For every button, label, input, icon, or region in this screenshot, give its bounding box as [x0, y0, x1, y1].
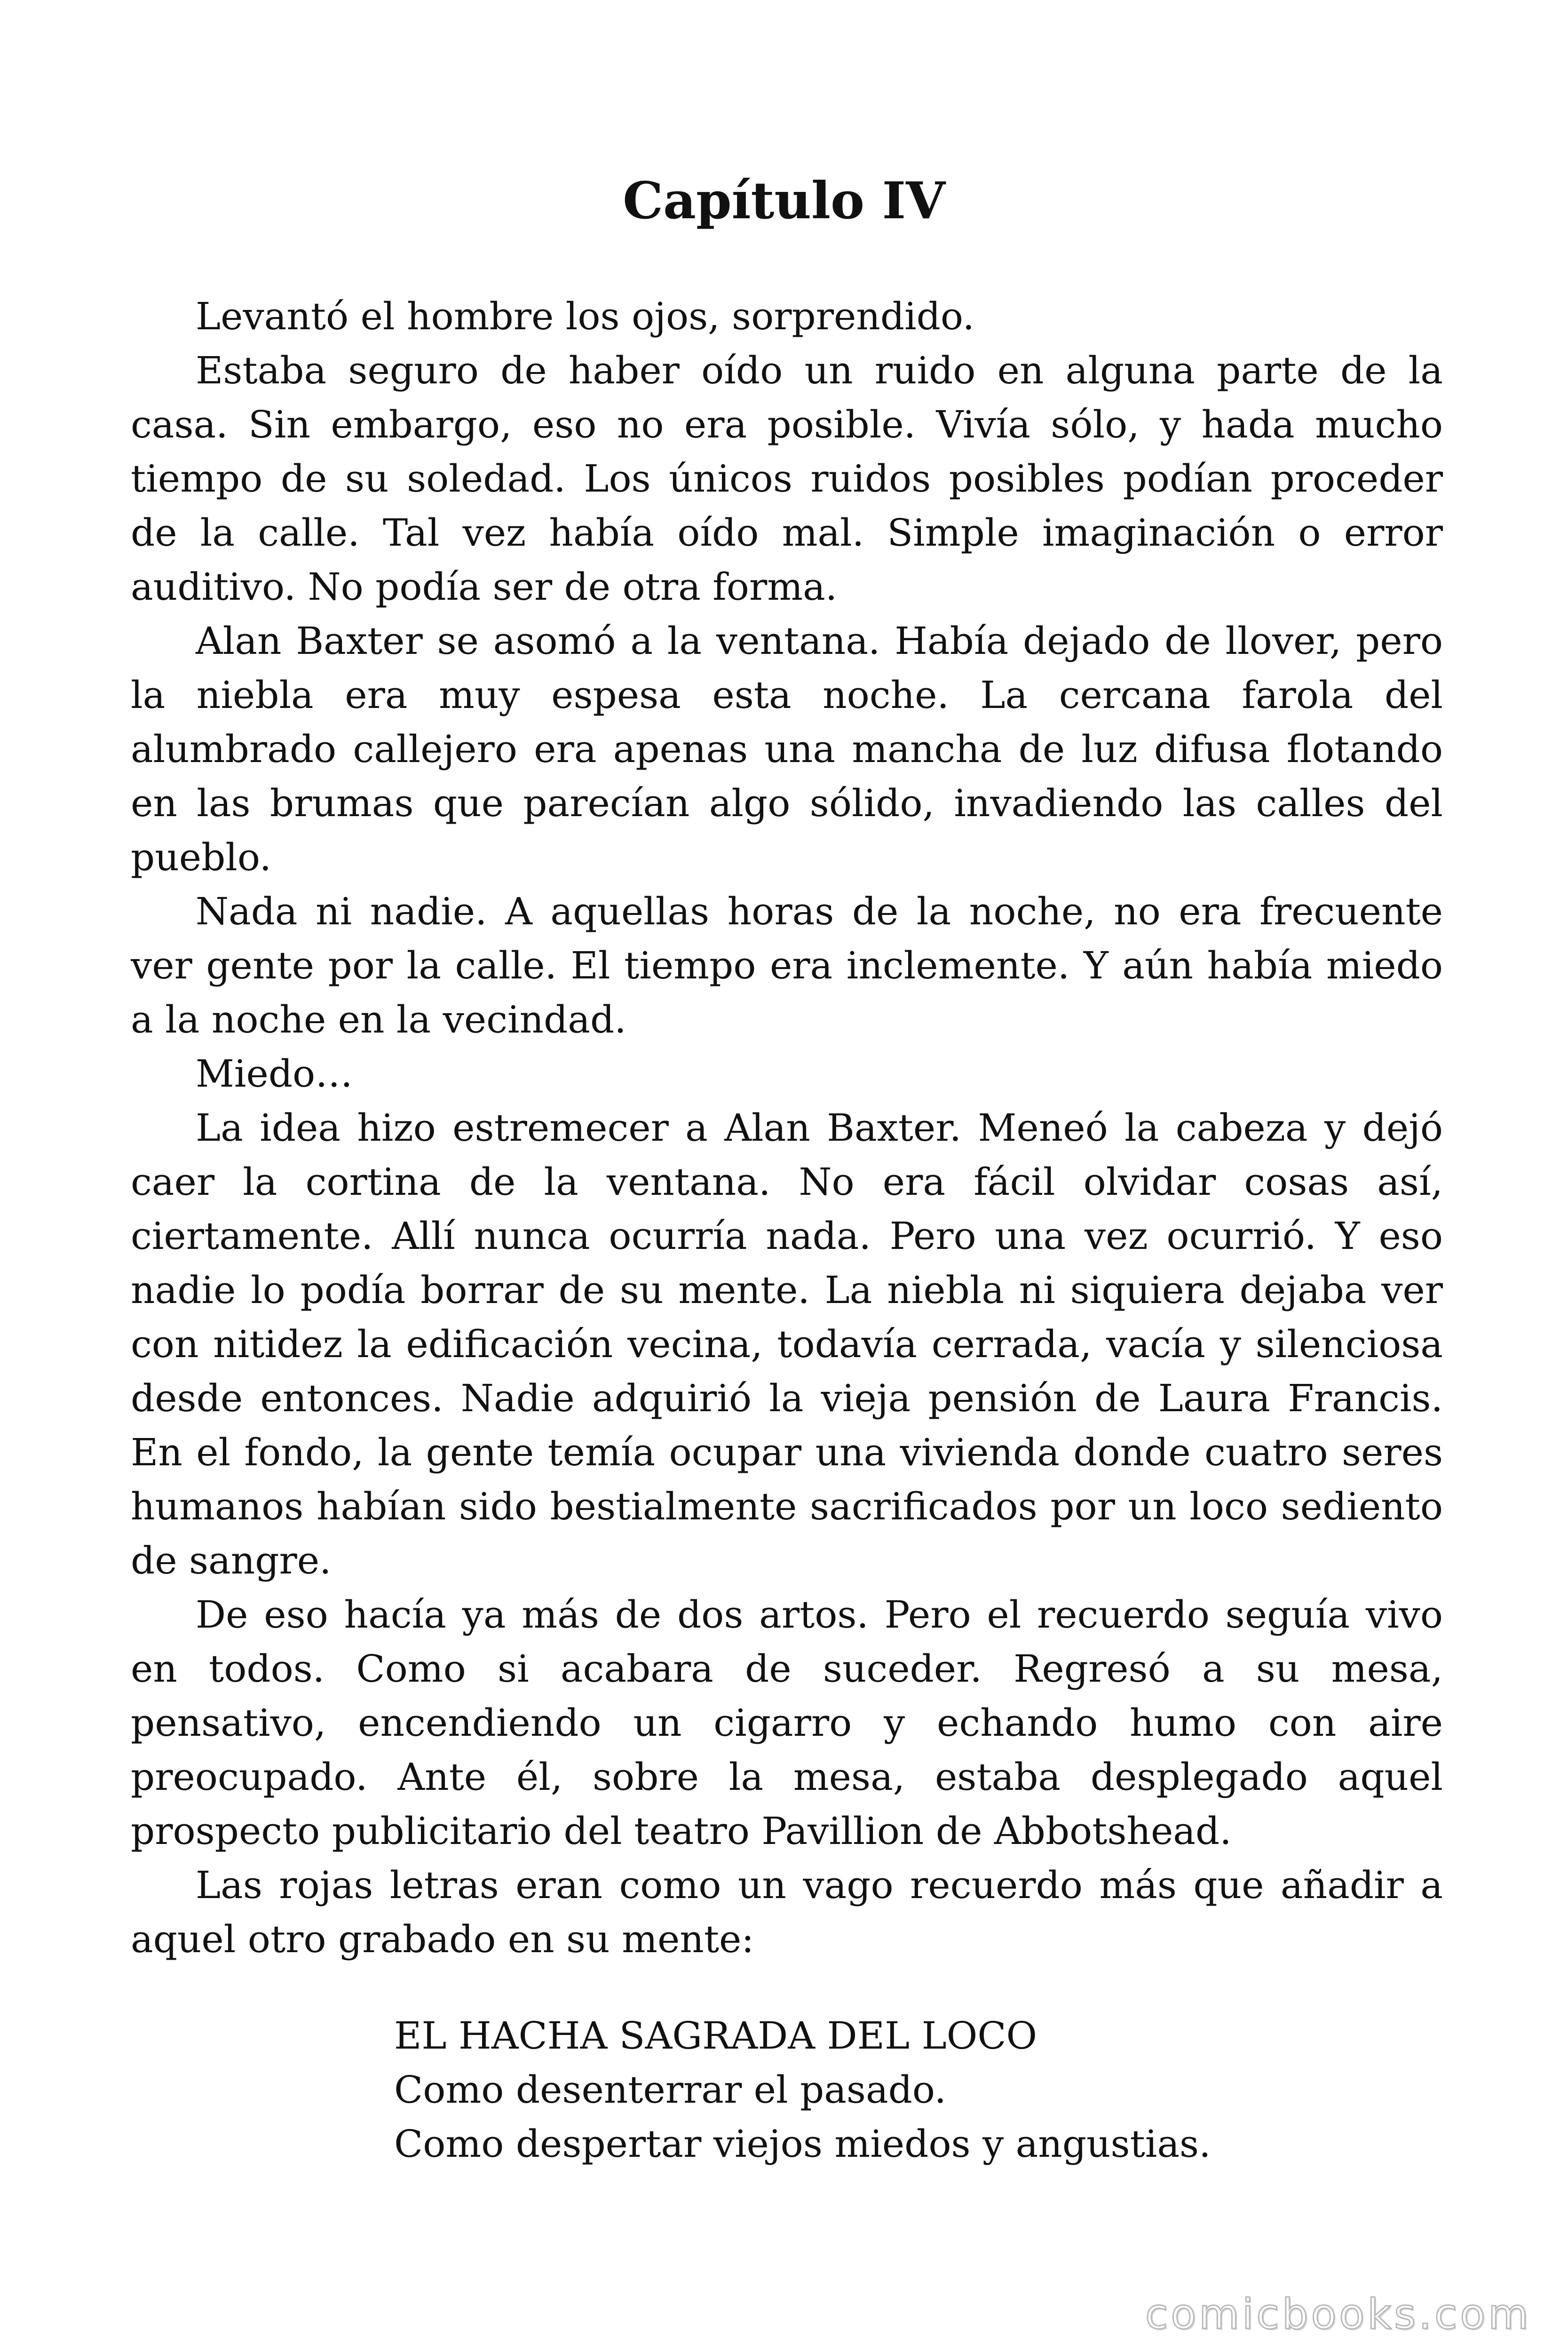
paragraph: Las rojas letras eran como un vago recuerdo más que añadir a aquel otro grabado en su mente:: [131, 1863, 1443, 1961]
body-text: [131, 289, 1443, 1966]
paragraph: La idea hizo estremecer a Alan Baxter. Meneó la cabeza y dejó caer la cortina de la ventana. No era fácil olvidar cosas así, ciertamente. Allí nunca ocurría nada. Pero una vez ocurrió. Y eso nadie lo podía borrar de su mente. La niebla ni siquiera dejaba ver con nitidez la edificación vecina, todavía cerrada, vacía y silenciosa desde entonces. Nadie adquirió la vieja pensión de Laura Francis. En el fondo, la gente temía ocupar una vivienda donde cuatro seres humanos habían sido bestialmente sacrificados por un loco sediento de sangre.: [131, 1106, 1443, 1582]
paragraph: De eso hacía ya más de dos artos. Pero el recuerdo seguía vivo en todos. Como si acabara de suceder. Regresó a su mesa, pensativo, encendiendo un cigarro y echando humo con aire preocupado. Ante él, sobre la mesa, estaba desplegado aquel prospecto publicitario del teatro Pavillion de Abbotshead.: [131, 1593, 1443, 1853]
chapter-title: Capítulo IV: [623, 171, 945, 230]
watermark: comicbooks.com: [1145, 2290, 1531, 2338]
verse-block: [394, 2009, 1211, 2171]
paragraph: Alan Baxter se asomó a la ventana. Había dejado de llover, pero la niebla era muy espesa esta noche. La cercana farola del alumbrado callejero era apenas una mancha de luz difusa flotando en las brumas que parecían algo sólido, invadiendo las calles del pueblo.: [131, 619, 1443, 879]
paragraph: Levantó el hombre los ojos, sorprendido.: [196, 294, 975, 338]
paragraph: Estaba seguro de haber oído un ruido en alguna parte de la casa. Sin embargo, eso no era posible. Vivía sólo, y hada mucho tiempo de su soledad. Los únicos ruidos posibles podían proceder de la calle. Tal vez había oído mal. Simple imaginación o error auditivo. No podía ser de otra forma.: [131, 349, 1443, 609]
paragraph: Miedo…: [196, 1052, 353, 1096]
verse-line: Como desenterrar el pasado.: [394, 2068, 947, 2112]
verse-line: Como despertar viejos miedos y angustias.: [394, 2122, 1211, 2166]
verse-line: EL HACHA SAGRADA DEL LOCO: [394, 2014, 1037, 2058]
paragraph: Nada ni nadie. A aquellas horas de la noche, no era frecuente ver gente por la calle. El tiempo era inclemente. Y aún había miedo a la noche en la vecindad.: [131, 890, 1443, 1041]
